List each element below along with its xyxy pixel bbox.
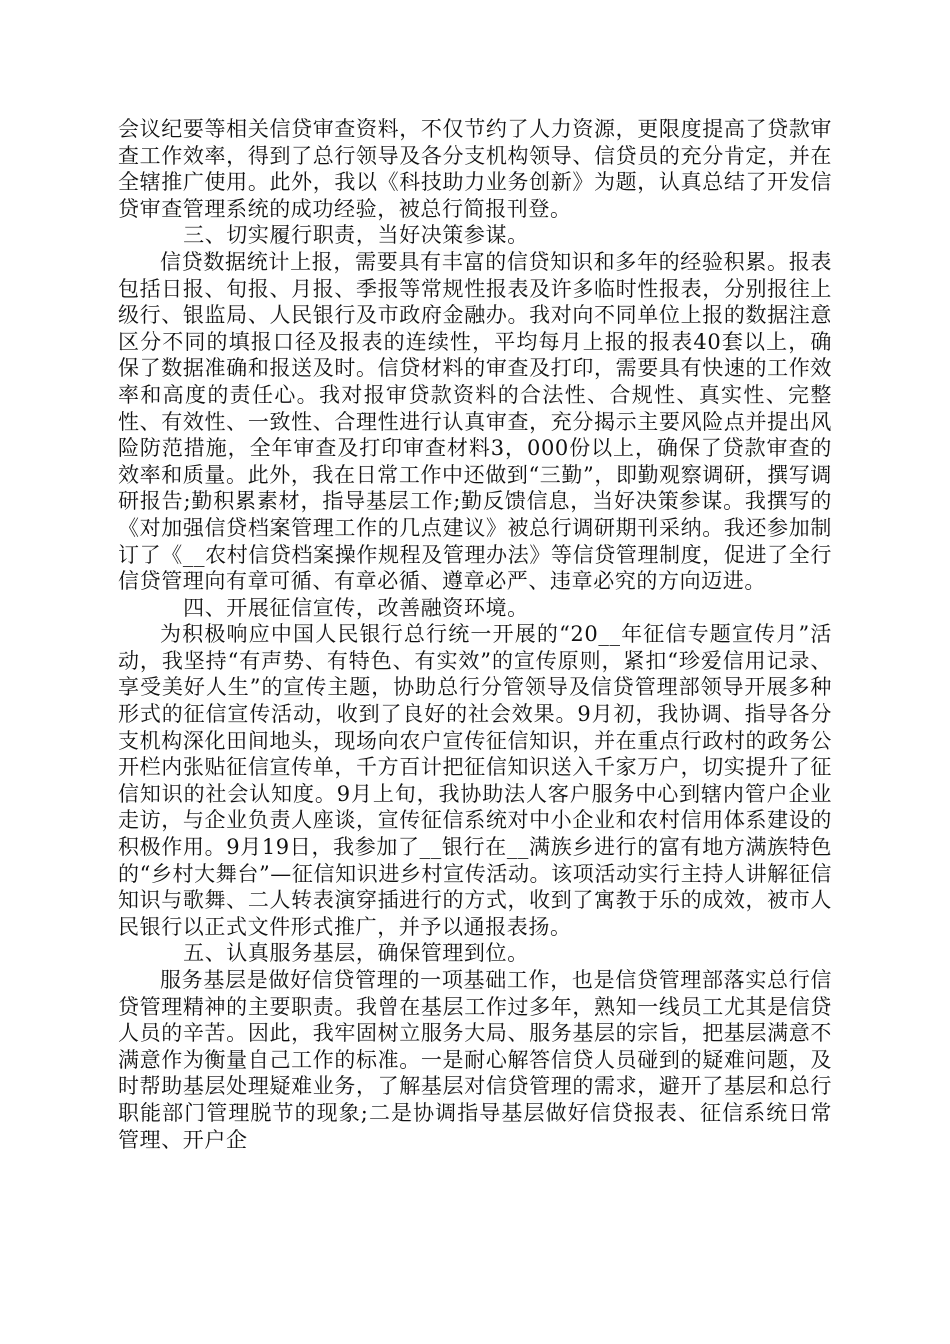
paragraph-credit-publicity: 为积极响应中国人民银行总行统一开展的“20__年征信专题宣传月”活动，我坚持“有声势、有特色、有实效”的宣传原则，紧扣“珍爱信用记录、享受美好人生”的宣传主题，协助总行分管领导及信贷管理部领导开展多种形式的征信宣传活动，收到了良好的社会效果。9月初，我协调、指导各分支机构深化田间地头，现场向农户宣传征信知识，并在重点行政村的政务公开栏内张贴征信宣传单，千方百计把征信知识送入千家万户，切实提升了征信知识的社会认知度。9月上旬，我协助法人客户服务中心到辖内管户企业走访，与企业负责人座谈，宣传征信系统对中小企业和农村信用体系建设的积极作用。9月19日，我参加了__银行在__满族乡进行的富有地方满族特色的“乡村大舞台”—征信知识进乡村宣传活动。该项活动实行主持人讲解征信知识与歌舞、二人转表演穿插进行的方式，收到了寓教于乐的成效，被市人民银行以正式文件形式推广，并予以通报表扬。 (118, 622, 832, 939)
paragraph-statistics: 信贷数据统计上报，需要具有丰富的信贷知识和多年的经验积累。报表包括日报、旬报、月报、季报等常规性报表及许多临时性报表，分别报往上级行、银监局、人民银行及市政府金融办。我对向不同单位上报的数据注意区分不同的填报口径及报表的连续性，平均每月上报的报表40套以上，确保了数据准确和报送及时。信贷材料的审查及打印，需要具有快速的工作效率和高度的责任心。我对报审贷款资料的合法性、合规性、真实性、完整性、有效性、一致性、合理性进行认真审查，充分揭示主要风险点并提出风险防范措施，全年审查及打印审查材料3，000份以上，确保了贷款审查的效率和质量。此外，我在日常工作中还做到“三勤”，即勤观察调研，撰写调研报告;勤积累素材，指导基层工作;勤反馈信息，当好决策参谋。我撰写的《对加强信贷档案管理工作的几点建议》被总行调研期刊采纳。我还参加制订了《__农村信贷档案操作规程及管理办法》等信贷管理制度，促进了全行信贷管理向有章可循、有章必循、遵章必严、违章必究的方向迈进。 (118, 249, 832, 594)
section-heading-three: 三、切实履行职责，当好决策参谋。 (183, 223, 529, 248)
section-heading-five: 五、认真服务基层，确保管理到位。 (183, 941, 529, 966)
paragraph-continuation: 会议纪要等相关信贷审查资料，不仅节约了人力资源，更限度提高了贷款审查工作效率，得到了总行领导及各分支机构领导、信贷员的充分肯定，并在全辖推广使用。此外，我以《科技助力业务创新》为题，认真总结了开发信贷审查管理系统的成功经验，被总行简报刊登。 (118, 117, 832, 221)
document-page (118, 116, 832, 1153)
section-heading-four: 四、开展征信宣传，改善融资环境。 (183, 595, 529, 620)
paragraph-grassroots-service: 服务基层是做好信贷管理的一项基础工作，也是信贷管理部落实总行信贷管理精神的主要职责。我曾在基层工作过多年，熟知一线员工尤其是信贷人员的辛苦。因此，我牢固树立服务大局、服务基层的宗旨，把基层满意不满意作为衡量自己工作的标准。一是耐心解答信贷人员碰到的疑难问题，及时帮助基层处理疑难业务，了解基层对信贷管理的需求，避开了基层和总行职能部门管理脱节的现象;二是协调指导基层做好信贷报表、征信系统日常管理、开户企 (118, 968, 832, 1152)
